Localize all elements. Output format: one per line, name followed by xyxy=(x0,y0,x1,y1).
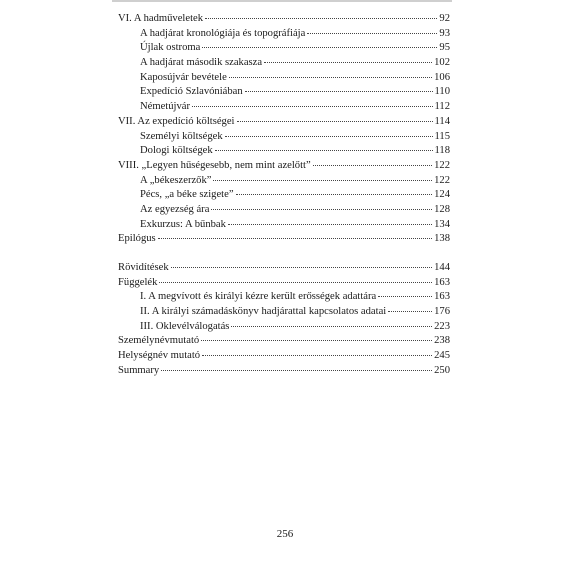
toc-entry-page: 106 xyxy=(434,71,450,83)
toc-entry-page: 95 xyxy=(439,42,450,54)
dot-leader xyxy=(161,369,432,371)
dot-leader xyxy=(378,295,432,297)
toc-entry-title: Rövidítések xyxy=(118,262,169,273)
toc-entry xyxy=(118,320,450,335)
dot-leader xyxy=(236,193,433,195)
dot-leader xyxy=(202,46,437,48)
toc-entry-title: Németújvár xyxy=(140,101,191,113)
toc-entry-page: 134 xyxy=(434,218,450,230)
dot-leader xyxy=(245,90,433,92)
toc-entry-page: 114 xyxy=(434,115,450,127)
toc-entry xyxy=(118,364,450,379)
toc-entry-title: VIII. „Legyen hűségesebb, nem mint azelőtt” xyxy=(118,159,311,171)
toc-entry-title: Expedíció Szlavóniában xyxy=(140,86,243,98)
toc-entry xyxy=(118,159,450,174)
dot-leader xyxy=(264,61,432,63)
toc-entry-page: 163 xyxy=(434,276,450,288)
toc-entry-page: 92 xyxy=(439,13,450,24)
dot-leader xyxy=(228,223,432,225)
toc-entry-title: VII. Az expedíció költségei xyxy=(118,115,235,127)
toc-entry-page: 128 xyxy=(434,203,450,215)
toc-entry xyxy=(118,41,450,56)
toc-entry-page: 124 xyxy=(434,189,450,201)
toc-entry-title: A hadjárat második szakasza xyxy=(140,57,263,69)
toc-entry xyxy=(118,305,450,320)
toc-entry-page: 223 xyxy=(434,320,450,332)
toc-entry-page: 138 xyxy=(434,233,450,245)
toc-entry-title: III. Oklevélválogatás xyxy=(140,320,230,332)
toc-entry-title: Helységnév mutató xyxy=(118,350,201,362)
toc-entry xyxy=(118,276,450,291)
toc-entry-title: I. A megvívott és királyi kézre került erősségek adattára xyxy=(140,291,377,303)
toc-entry xyxy=(118,56,450,71)
dot-leader xyxy=(211,208,432,210)
toc-entry-title: Exkurzus: A bűnbak xyxy=(140,218,226,230)
toc-entry-title: Dologi költségek xyxy=(140,145,213,157)
toc-entry xyxy=(118,218,450,233)
toc-entry-title: A „békeszerzők” xyxy=(140,174,212,186)
toc-entry xyxy=(118,100,450,115)
toc-entry-page: 122 xyxy=(434,174,450,186)
dot-leader xyxy=(202,354,432,356)
toc-entry xyxy=(118,115,450,130)
dot-leader xyxy=(307,32,437,34)
dot-leader xyxy=(201,339,432,341)
dot-leader xyxy=(159,281,432,283)
dot-leader xyxy=(215,149,433,151)
table-of-contents xyxy=(118,12,450,379)
toc-entry-page: 250 xyxy=(434,364,450,376)
toc-entry-page: 110 xyxy=(434,86,450,98)
toc-entry-title: Epilógus xyxy=(118,233,156,245)
toc-entry-page: 115 xyxy=(434,130,450,142)
dot-leader xyxy=(231,325,432,327)
toc-entry-title: Személyi költségek xyxy=(140,130,223,142)
toc-entry xyxy=(118,290,450,305)
toc-entry-page: 163 xyxy=(434,291,450,303)
toc-entry-title: Újlak ostroma xyxy=(140,42,201,54)
toc-entry xyxy=(118,85,450,100)
page-number: 256 xyxy=(276,528,294,540)
dot-leader xyxy=(205,17,437,19)
toc-entry xyxy=(118,232,450,247)
toc-entry xyxy=(118,174,450,189)
toc-entry xyxy=(118,144,450,159)
toc-entry xyxy=(118,71,450,86)
toc-entry-page: 112 xyxy=(434,101,450,113)
toc-entry-title: II. A királyi számadáskönyv hadjárattal kapcsolatos adatai xyxy=(140,306,387,318)
toc-entry xyxy=(118,334,450,349)
dot-leader xyxy=(313,164,432,166)
dot-leader xyxy=(225,135,433,137)
toc-entry xyxy=(118,12,450,27)
toc-entry-page: 245 xyxy=(434,350,450,362)
dot-leader xyxy=(158,237,432,239)
toc-entry xyxy=(118,261,450,276)
toc-entry-page: 118 xyxy=(434,145,450,157)
toc-entry-title: Az egyezség ára xyxy=(140,203,210,215)
dot-leader xyxy=(229,76,432,78)
toc-entry-title: Pécs, „a béke szigete” xyxy=(140,189,234,201)
toc-entry-title: Személynévmutató xyxy=(118,335,200,347)
dot-leader xyxy=(192,105,432,107)
toc-entry-page: 238 xyxy=(434,335,450,347)
toc-entry xyxy=(118,188,450,203)
toc-entry-title: Kaposújvár bevétele xyxy=(140,71,227,83)
toc-entry-page: 176 xyxy=(434,306,450,318)
toc-entry-title: Summary xyxy=(118,364,160,376)
dot-leader xyxy=(213,179,432,181)
toc-entry-page: 93 xyxy=(439,27,450,39)
dot-leader xyxy=(388,310,432,312)
toc-entry-page: 122 xyxy=(434,159,450,171)
toc-entry xyxy=(118,27,450,42)
dot-leader xyxy=(237,120,433,122)
toc-entry-title: Függelék xyxy=(118,276,158,288)
toc-entry xyxy=(118,130,450,145)
toc-entry-title: A hadjárat kronológiája és topográfiája xyxy=(140,27,306,39)
toc-entry xyxy=(118,203,450,218)
toc-entry-page: 102 xyxy=(434,57,450,69)
toc-entry xyxy=(118,349,450,364)
toc-entry-page: 144 xyxy=(434,262,450,273)
toc-entry-title: VI. A hadműveletek xyxy=(118,13,204,24)
top-rule xyxy=(112,0,452,2)
dot-leader xyxy=(171,266,432,268)
